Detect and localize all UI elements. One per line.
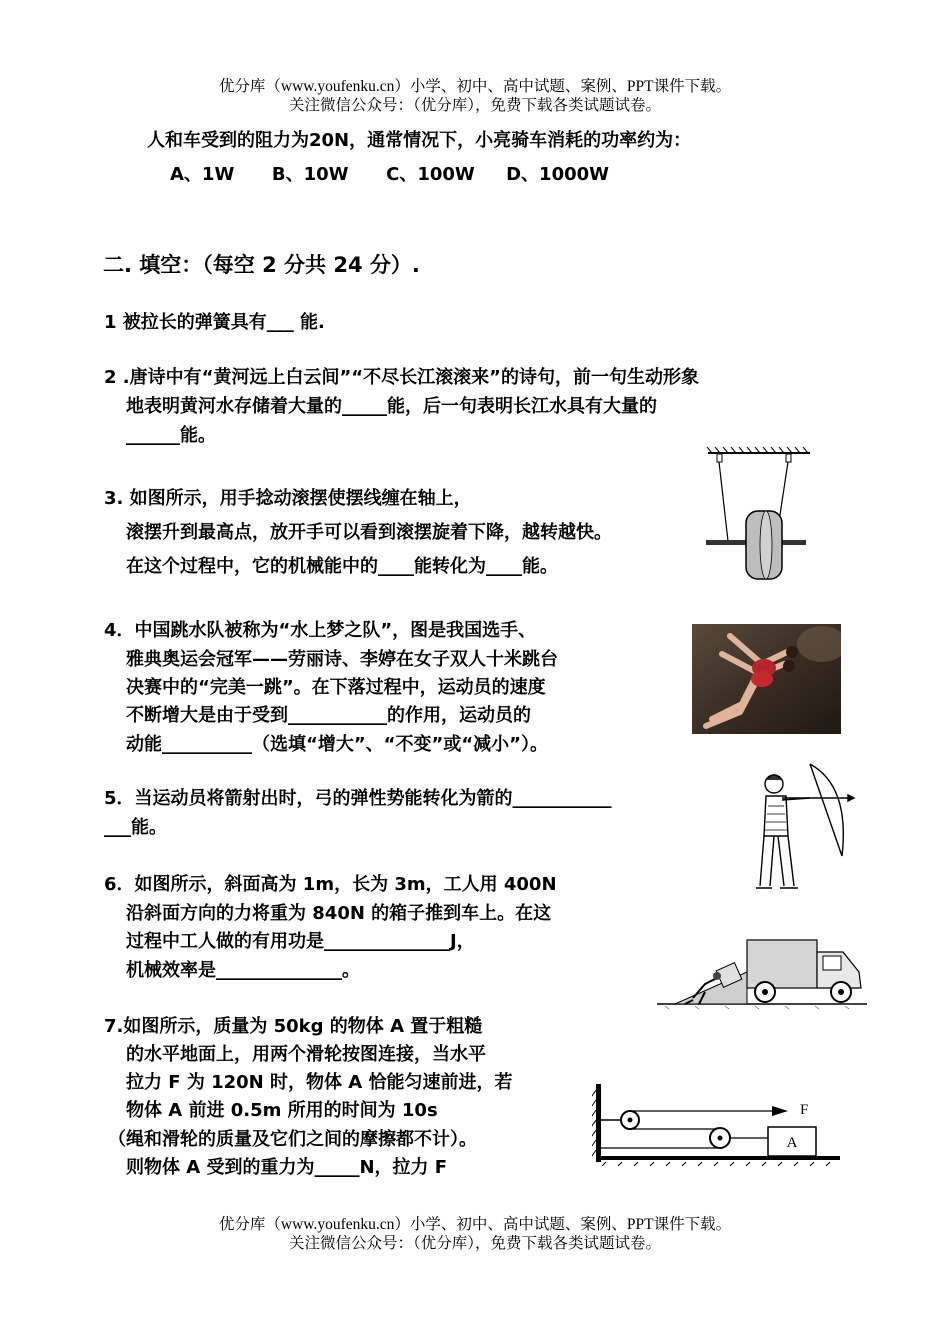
question-6-line-2: 沿斜面方向的力将重为 840N 的箱子推到车上。在这	[126, 903, 552, 924]
question-2-line-2: 地表明黄河水存储着大量的_____能，后一句表明长江水具有大量的	[126, 396, 657, 417]
question-6-line-1: 6．如图所示，斜面高为 1m，长为 3m，工人用 400N	[104, 874, 557, 895]
question-6-line-4: 机械效率是______________。	[126, 960, 360, 981]
question-3-line-3: 在这个过程中，它的机械能中的____能转化为____能。	[126, 556, 558, 577]
force-label: F	[800, 1102, 809, 1118]
question-2-line-3: ______能。	[126, 425, 216, 446]
question-7-line-4: 物体 A 前进 0.5m 所用的时间为 10s	[126, 1100, 438, 1121]
question-4-line-3: 决赛中的“完美一跳”。在下落过程中，运动员的速度	[126, 677, 546, 698]
question-3-line-1: 3. 如图所示，用手捻动滚摆使摆线缠在轴上，	[104, 488, 472, 509]
prev-question-line: 人和车受到的阻力为20N，通常情况下，小亮骑车消耗的功率约为：	[147, 130, 692, 151]
maxwell-pendulum-figure	[706, 445, 812, 585]
footer-line-1: 优分库（www.youfenku.cn）小学、初中、高中试题、案例、PPT课件下载。	[218, 1216, 732, 1233]
question-2-line-1: 2 .唐诗中有“黄河远上白云间”“不尽长江滚滚来”的诗句，前一句生动形象	[104, 367, 699, 388]
header-line-1: 优分库（www.youfenku.cn）小学、初中、高中试题、案例、PPT课件下载。	[218, 78, 732, 95]
footer-line-2: 关注微信公众号：（优分库），免费下载各类试题试卷。	[288, 1235, 661, 1252]
question-7-line-3: 拉力 F 为 120N 时，物体 A 恰能匀速前进，若	[126, 1072, 513, 1093]
question-4-line-1: 4．中国跳水队被称为“水上梦之队”，图是我国选手、	[104, 620, 537, 641]
truck-ramp-figure	[655, 928, 870, 1010]
question-5-line-1: 5．当运动员将箭射出时，弓的弹性势能转化为箭的___________	[104, 788, 612, 809]
question-3-line-2: 滚摆升到最高点，放开手可以看到滚摆旋着下降，越转越快。	[126, 522, 612, 543]
diving-photo	[692, 624, 841, 734]
question-4-line-2: 雅典奥运会冠军——劳丽诗、李婷在女子双人十米跳台	[126, 649, 558, 670]
pulley-figure	[592, 1080, 844, 1166]
archer-figure	[752, 756, 860, 896]
question-6-line-3: 过程中工人做的有用功是______________J，	[126, 931, 475, 952]
prev-question-options: A、1W B、10W C、100W D、1000W	[170, 164, 609, 185]
header-line-2: 关注微信公众号：（优分库），免费下载各类试题试卷。	[288, 97, 661, 114]
question-7-line-5: （绳和滑轮的质量及它们之间的摩擦都不计）。	[108, 1129, 477, 1150]
question-4-line-4: 不断增大是由于受到___________的作用，运动员的	[126, 705, 531, 726]
question-1: 1 被拉长的弹簧具有___ 能.	[104, 312, 325, 333]
question-7-line-1: 7.如图所示，质量为 50kg 的物体 A 置于粗糙	[104, 1016, 483, 1037]
question-7-line-2: 的水平地面上，用两个滑轮按图连接，当水平	[126, 1044, 486, 1065]
section-title: 二. 填空：（每空 2 分共 24 分）.	[103, 253, 420, 277]
question-7-line-6: 则物体 A 受到的重力为_____N，拉力 F	[126, 1157, 448, 1178]
question-5-line-2: ___能。	[104, 817, 167, 838]
question-4-line-5: 动能__________（选填“增大”、“不变”或“减小”）。	[126, 734, 548, 755]
block-label: A	[786, 1135, 798, 1151]
